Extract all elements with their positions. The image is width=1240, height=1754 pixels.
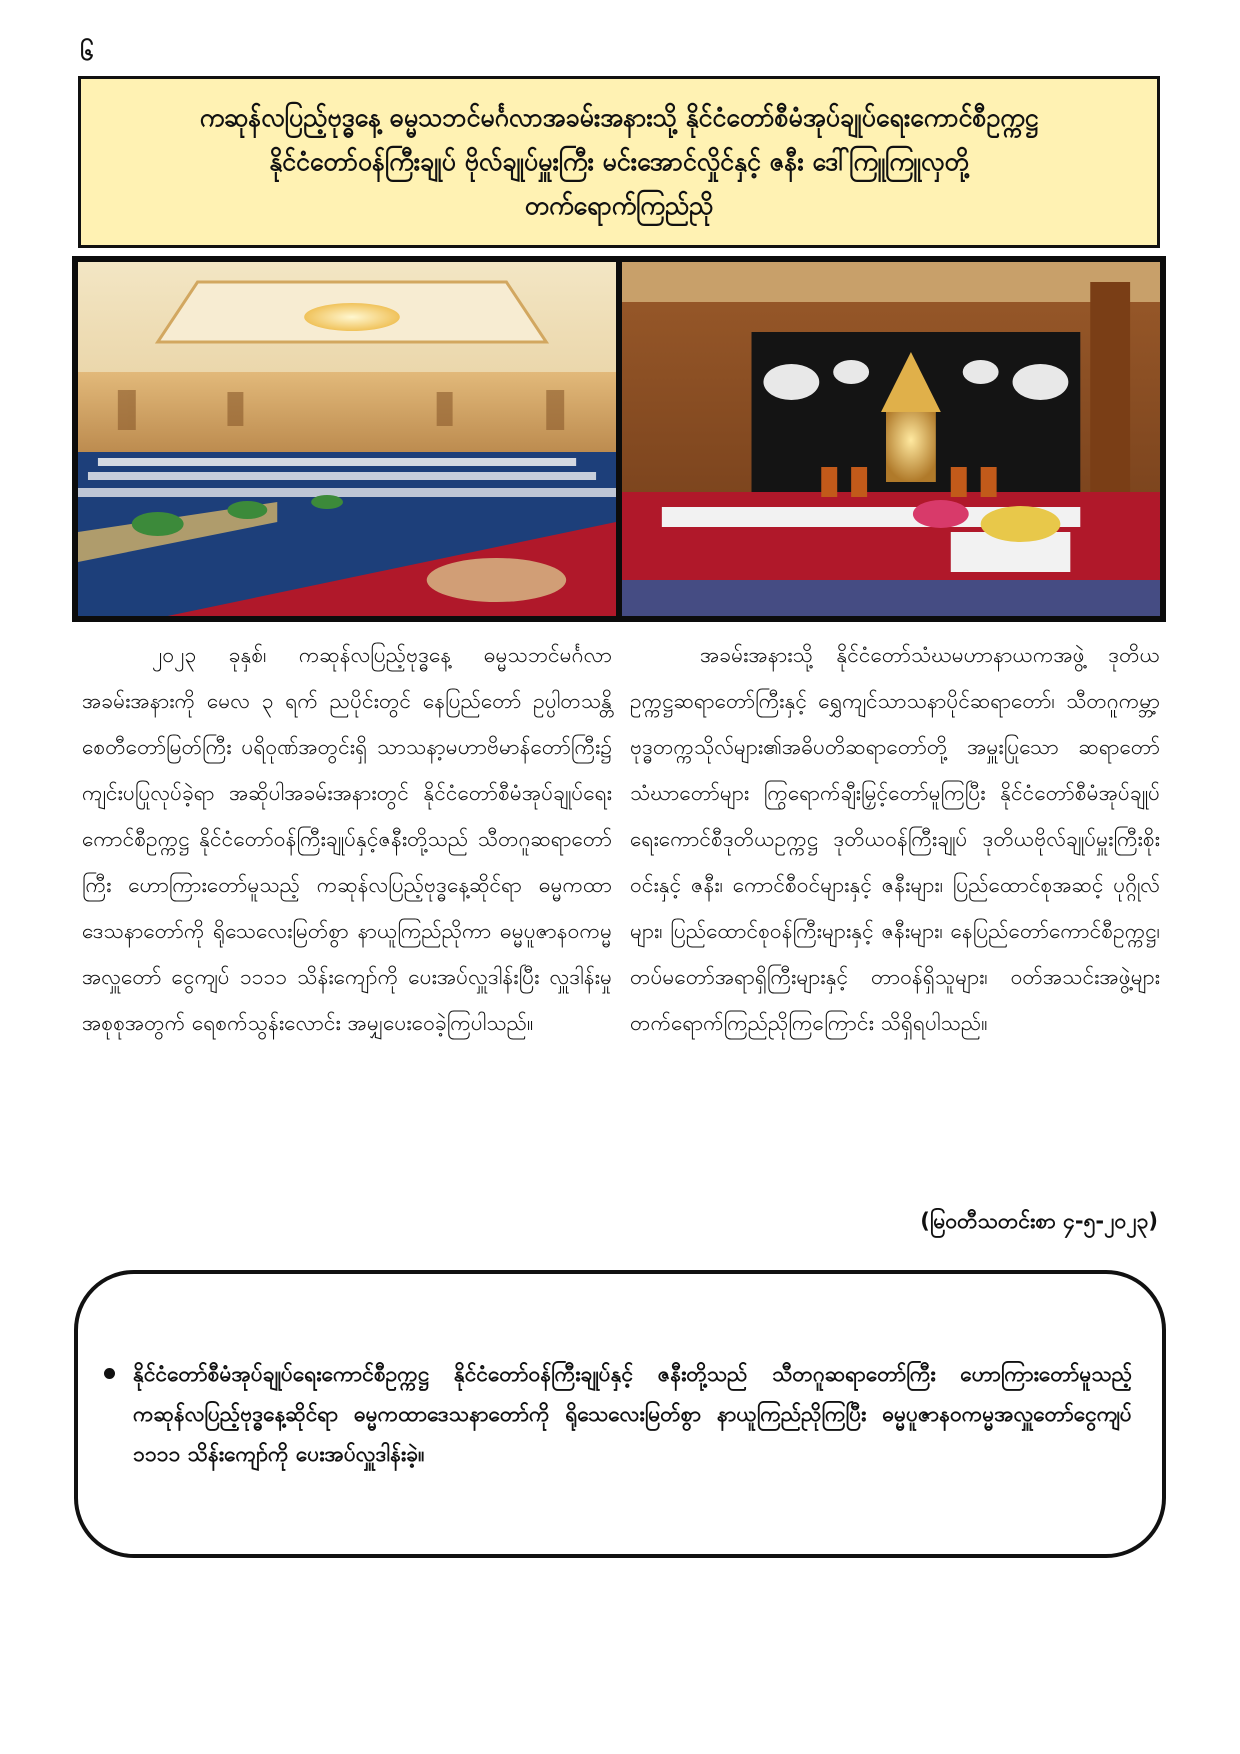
article-right-column: အခမ်းအနားသို့ နိုင်ငံတော်သံဃမဟာနာယကအဖွဲ့ ဒုတိယဥက္ကဋ္ဌဆရာတော်ကြီးနှင့် ရွှေကျင်သာသနာပိုင်ဆရာတော်၊ သီတဂူကမ္ဘာ့ဗုဒ္ဓတက္ကသိုလ်များ၏အဓိပတိဆရာတော်တို့ အမှူးပြုသော ဆရာတော်သံဃာတော်များ ကြွရောက်ချီးမြှင့်တော်မူကြပြီး နိုင်ငံတော်စီမံအုပ်ချုပ်ရေးကောင်စီဒုတိယဥက္ကဋ္ဌ ဒုတိယဝန်ကြီးချုပ် ဒုတိယဗိုလ်ချုပ်မှူးကြီးစိုးဝင်းနှင့် ဇနီး၊ ကောင်စီဝင်များနှင့် ဇနီးများ၊ ပြည်ထောင်စုအဆင့် ပုဂ္ဂိုလ်များ၊ ပြည်ထောင်စုဝန်ကြီးများနှင့် ဇနီးများ၊ နေပြည်တော်ကောင်စီဥက္ကဋ္ဌ၊ တပ်မတော်အရာရှိကြီးများနှင့် တာဝန်ရှိသူများ၊ ဝတ်အသင်းအဖွဲ့များ တက်ရောက်ကြည်ညိုကြကြောင်း သိရှိရပါသည်။ (630, 643, 1160, 1035)
headline-line-3: တက်ရောက်ကြည်ညို (524, 191, 714, 220)
photo-strip (72, 256, 1166, 622)
headline-line-2: နိုင်ငံတော်ဝန်ကြီးချုပ် ဗိုလ်ချုပ်မှူးကြီး မင်းအောင်လှိုင်နှင့် ဇနီး ဒေါ်ကြူကြူလှတို့ (269, 147, 969, 176)
photo-stage (622, 262, 1160, 616)
headline-box (78, 76, 1160, 248)
bullet-icon (104, 1368, 115, 1379)
stage-image (622, 262, 1160, 616)
summary-text: နိုင်ငံတော်စီမံအုပ်ချုပ်ရေးကောင်စီဥက္ကဋ္ဌ နိုင်ငံတော်ဝန်ကြီးချုပ်နှင့် ဇနီးတို့သည် သီတဂူဆရာတော်ကြီး ဟောကြားတော်မူသည့် ကဆုန်လပြည့်ဗုဒ္ဓနေ့ဆိုင်ရာ ဓမ္မကထာဒေသနာတော်ကို ရိုသေလေးမြတ်စွာ နာယူကြည်ညိုကြပြီး ဓမ္မပူဇာနဝကမ္မအလှူတော်ငွေကျပ် ၁၁၁၁ သိန်းကျော်ကို ပေးအပ်လှူဒါန်းခဲ့။ (133, 1362, 1132, 1466)
article-left-column: ၂၀၂၃ ခုနှစ်၊ ကဆုန်လပြည့်ဗုဒ္ဓနေ့ ဓမ္မသဘင်မင်္ဂလာ အခမ်းအနားကို မေလ ၃ ရက် ညပိုင်းတွင် နေပြည်တော် ဥပ္ပါတသန္တိစေတီတော်မြတ်ကြီး ပရိဝုဏ်အတွင်းရှိ သာသနာ့မဟာဗိမာန်တော်ကြီး၌ ကျင်းပပြုလုပ်ခဲ့ရာ အဆိုပါအခမ်းအနားတွင် နိုင်ငံတော်စီမံအုပ်ချုပ်ရေးကောင်စီဥက္ကဋ္ဌ နိုင်ငံတော်ဝန်ကြီးချုပ်နှင့်ဇနီးတို့သည် သီတဂူဆရာတော်ကြီး ဟောကြားတော်မူသည့် ကဆုန်လပြည့်ဗုဒ္ဓနေ့ဆိုင်ရာ ဓမ္မကထာဒေသနာတော်ကို ရိုသေလေးမြတ်စွာ နာယူကြည်ညိုကာ ဓမ္မပူဇာနဝကမ္မအလှူတော် ငွေကျပ် ၁၁၁၁ သိန်းကျော်ကို ပေးအပ်လှူဒါန်းပြီး လှူဒါန်းမှုအစုစုအတွက် ရေစက်သွန်းလောင်း အမျှပေးဝေခဲ့ကြပါသည်။ (82, 643, 612, 1035)
summary-box (74, 1270, 1166, 1558)
summary-item (104, 1354, 1132, 1474)
hall-interior-image (78, 262, 616, 616)
page-number: ၆ (80, 38, 94, 66)
source-citation: (မြဝတီသတင်းစာ ၄-၅-၂၀၂၃) (920, 1209, 1158, 1233)
headline-line-1: ကဆုန်လပြည့်ဗုဒ္ဓနေ့ ဓမ္မသဘင်မင်္ဂလာအခမ်းအနားသို့ နိုင်ငံတော်စီမံအုပ်ချုပ်ရေးကောင်စီဥက္ကဋ္ဌ (199, 103, 1039, 132)
photo-hall-interior (78, 262, 616, 616)
